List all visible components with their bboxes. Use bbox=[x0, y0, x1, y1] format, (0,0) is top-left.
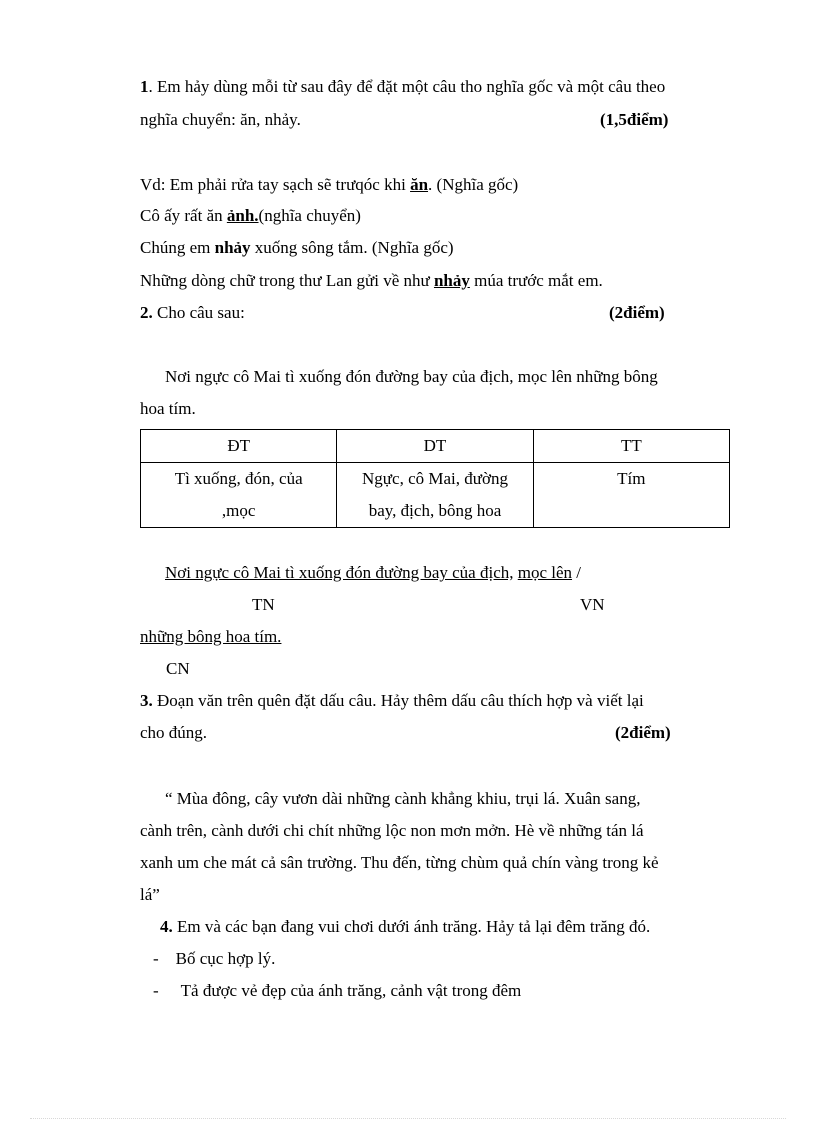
q3-paragraph-line1: “ Mùa đông, cây vươn dài những cành khẳng khiu, trụi lá. Xuân sang, bbox=[165, 789, 641, 808]
q3-line2: cho đúng. bbox=[140, 723, 208, 742]
q1-example-2: Cô ấy rất ăn ảnh.(nghĩa chuyển) bbox=[140, 206, 361, 225]
q3-number: 3. bbox=[140, 691, 153, 710]
cn-phrase: những bông hoa tím. bbox=[140, 627, 282, 646]
table-row bbox=[141, 463, 730, 528]
q3-score: (2điểm) bbox=[615, 723, 671, 742]
table-header-row bbox=[141, 430, 730, 463]
q1-example-1: Vd: Em phải rửa tay sạch sẽ trưqóc khi ăn. (Nghĩa gốc) bbox=[140, 175, 519, 194]
analysis-line: Nơi ngực cô Mai tì xuống đón đường bay của địch, mọc lên / bbox=[165, 563, 582, 582]
q3-line1: 3. Đoạn văn trên quên đặt dấu câu. Hảy thêm dấu câu thích hợp và viết lại bbox=[140, 691, 644, 710]
q1-number: 1 bbox=[140, 77, 149, 96]
q4-line: 4. Em và các bạn đang vui chơi dưới ánh trăng. Hảy tả lại đêm trăng đó. bbox=[160, 917, 651, 936]
q3-paragraph-line3: xanh um che mát cả sân trường. Thu đến, từng chùm quả chín vàng trong kẻ bbox=[140, 853, 659, 872]
q2-score: (2điểm) bbox=[609, 303, 665, 322]
q4-bullet-1: - Bố cục hợp lý. bbox=[153, 949, 276, 968]
tn-label: TN bbox=[252, 595, 275, 614]
vn-label: VN bbox=[580, 595, 605, 614]
cn-label: CN bbox=[166, 659, 190, 678]
header-cell-noun: DT bbox=[337, 430, 533, 463]
q1-line1: 1. Em hảy dùng mỗi từ sau đây để đặt một câu tho nghĩa gốc và một câu theo bbox=[140, 77, 666, 96]
word-class-table bbox=[140, 429, 730, 528]
vn-phrase: mọc lên bbox=[517, 563, 573, 582]
q1-example-3: Chúng em nhảy xuống sông tắm. (Nghĩa gốc) bbox=[140, 238, 454, 257]
q3-paragraph-line4: lá” bbox=[140, 885, 160, 904]
header-cell-adjective: TT bbox=[533, 430, 729, 463]
q3-paragraph-line2: cành trên, cành dưới chi chít những lộc non mơn mởn. Hè về những tán lá bbox=[140, 821, 644, 840]
cell-verbs: Tì xuống, đón, của ,mọc bbox=[141, 463, 337, 528]
q1-line2: nghĩa chuyển: ăn, nhảy. bbox=[140, 110, 301, 129]
header-cell-verb: ĐT bbox=[141, 430, 337, 463]
q4-number: 4. bbox=[160, 917, 173, 936]
page-footer-divider bbox=[30, 1118, 786, 1119]
q2-sentence-line2: hoa tím. bbox=[140, 399, 196, 418]
q4-bullet-2: - Tả được vẻ đẹp của ánh trăng, cảnh vật trong đêm bbox=[153, 981, 522, 1000]
q2-sentence-line1: Nơi ngực cô Mai tì xuống đón đường bay của địch, mọc lên những bông bbox=[165, 367, 658, 386]
cell-adjectives: Tím bbox=[533, 463, 729, 528]
tn-phrase: Nơi ngực cô Mai tì xuống đón đường bay của địch, bbox=[165, 563, 514, 582]
q2-number: 2. bbox=[140, 303, 153, 322]
q1-example-4: Những dòng chữ trong thư Lan gửi về như nhảy múa trước mắt em. bbox=[140, 271, 603, 290]
cell-nouns: Ngực, cô Mai, đường bay, địch, bông hoa bbox=[337, 463, 533, 528]
q2-heading: 2. Cho câu sau: bbox=[140, 303, 245, 322]
q1-score: (1,5điểm) bbox=[600, 110, 669, 129]
